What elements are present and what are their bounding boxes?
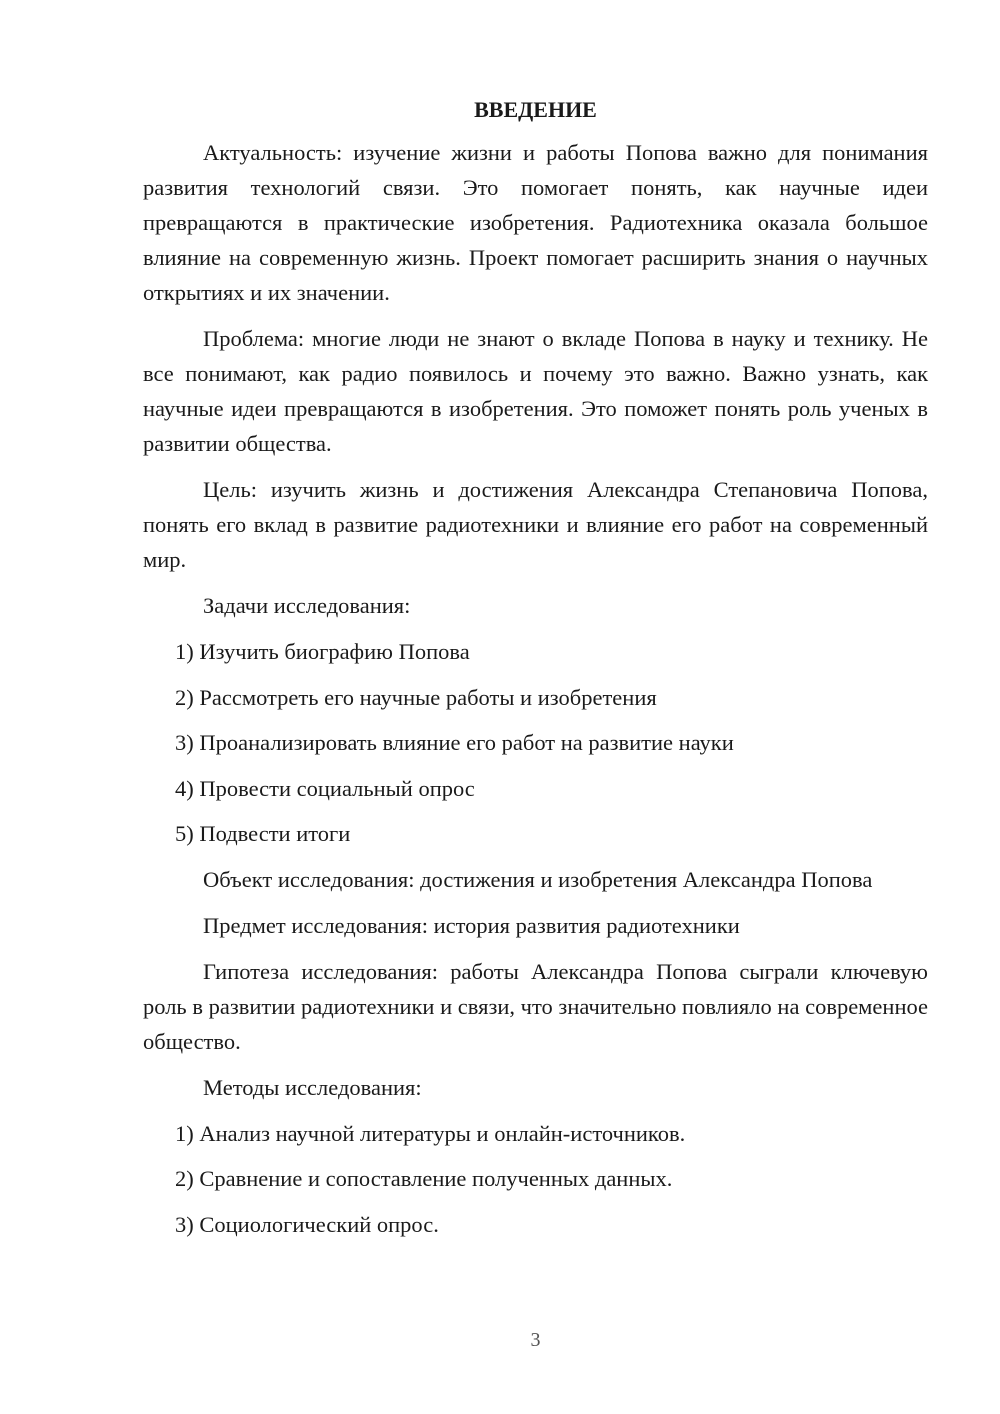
task-item: 4) Провести социальный опрос: [175, 775, 475, 801]
paragraph-goal: Цель: изучить жизнь и достижения Александра Степановича Попова, понять его вклад в развитие радиотехники и влияние его работ на современный мир.: [143, 477, 928, 572]
paragraph-relevance: Актуальность: изучение жизни и работы Попова важно для понимания развития технологий связи. Это помогает понять, как научные идеи превращаются в практические изобретения. Радиотехника оказала большое влияние на современную жизнь. Проект помогает расширить знания о научных открытиях и их значении.: [143, 140, 928, 305]
page-number: 3: [530, 1329, 541, 1351]
paragraph-problem: Проблема: многие люди не знают о вкладе Попова в науку и технику. Не все понимают, как радио появилось и почему это важно. Важно узнать, как научные идеи превращаются в изобретения. Это поможет понять роль ученых в развитии общества.: [143, 326, 928, 456]
section-title: ВВЕДЕНИЕ: [474, 97, 597, 122]
method-item: 2) Сравнение и сопоставление полученных данных.: [175, 1166, 673, 1191]
tasks-label: Задачи исследования:: [203, 593, 411, 618]
task-item: 3) Проанализировать влияние его работ на развитие науки: [175, 730, 734, 755]
paragraph-subject: Предмет исследования: история развития радиотехники: [203, 912, 740, 938]
task-item: 1) Изучить биографию Попова: [175, 639, 470, 664]
task-item: 5) Подвести итоги: [175, 821, 351, 846]
tasks-list: [143, 634, 928, 862]
methods-list: [143, 1116, 928, 1253]
document-page: [143, 95, 928, 1252]
methods-label: Методы исследования:: [203, 1074, 422, 1100]
method-item: 1) Анализ научной литературы и онлайн-источников.: [175, 1120, 686, 1146]
paragraph-hypothesis: Гипотеза исследования: работы Александра Попова сыграли ключевую роль в развитии радиотехники и связи, что значительно повлияло на современное общество.: [143, 958, 928, 1054]
task-item: 2) Рассмотреть его научные работы и изобретения: [175, 684, 657, 710]
method-item: 3) Социологический опрос.: [175, 1211, 439, 1237]
paragraph-object: Объект исследования: достижения и изобретения Александра Попова: [203, 866, 873, 892]
